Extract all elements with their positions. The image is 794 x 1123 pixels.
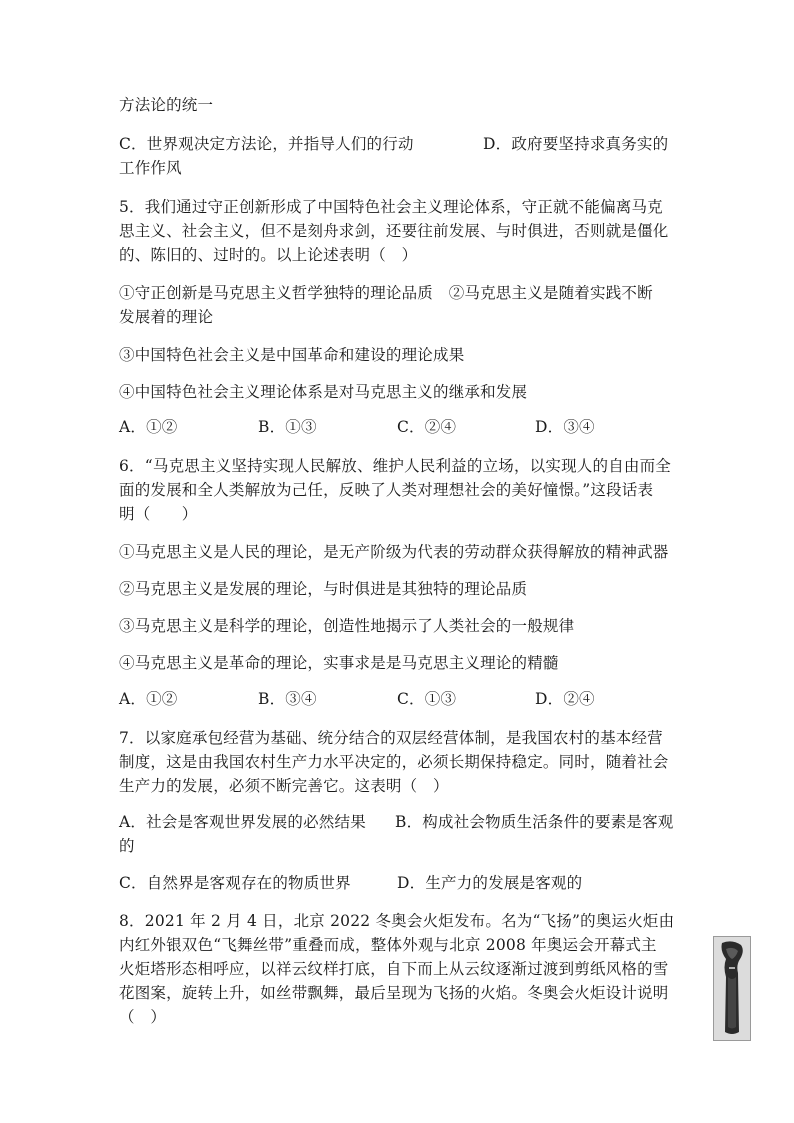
torch-icon xyxy=(714,937,750,1040)
q7-option-d: D．生产力的发展是客观的 xyxy=(397,874,583,892)
text-line: 的 xyxy=(119,837,135,855)
q5-option-c: C．②④ xyxy=(397,418,457,436)
q5-statement: ①守正创新是马克思主义哲学独特的理论品质 ②马克思主义是随着实践不断 xyxy=(119,284,653,302)
q7-option-b: B．构成社会物质生活条件的要素是客观 xyxy=(395,813,674,831)
q5-option-b: B．①③ xyxy=(258,418,317,436)
text-line: 工作作风 xyxy=(119,159,182,177)
q4-option-d: D．政府要坚持求真务实的 xyxy=(483,135,669,153)
question-6-stem: 明（ ） xyxy=(119,505,198,523)
q4-option-c: C．世界观决定方法论，并指导人们的行动 xyxy=(119,135,414,153)
q5-option-d: D．③④ xyxy=(535,418,595,436)
q6-statement: ④马克思主义是革命的理论，实事求是是马克思主义理论的精髓 xyxy=(119,654,559,672)
question-7-stem: 7．以家庭承包经营为基础、统分结合的双层经营体制，是我国农村的基本经营 xyxy=(119,729,663,747)
q7-option-a: A．社会是客观世界发展的必然结果 xyxy=(119,813,366,831)
text-line: 方法论的统一 xyxy=(119,96,214,114)
question-8-stem: 花图案，旋转上升，如丝带飘舞，最后呈现为飞扬的火焰。冬奥会火炬设计说明 xyxy=(119,984,669,1002)
question-5-stem: 思主义、社会主义，但不是刻舟求剑，还要往前发展、与时俱进，否则就是僵化 xyxy=(119,222,669,240)
q5-statement: ④中国特色社会主义理论体系是对马克思主义的继承和发展 xyxy=(119,383,528,401)
q7-option-c: C．自然界是客观存在的物质世界 xyxy=(119,874,351,892)
torch-image xyxy=(713,936,751,1041)
q6-option-d: D．②④ xyxy=(535,690,595,708)
question-6-stem: 面的发展和全人类解放为己任，反映了人类对理想社会的美好憧憬。”这段话表 xyxy=(119,481,654,499)
q5-statement: ③中国特色社会主义是中国革命和建设的理论成果 xyxy=(119,346,465,364)
question-8-stem: 8．2021 年 2 月 4 日，北京 2022 冬奥会火炬发布。名为“飞扬”的奥运火炬由 xyxy=(119,912,675,930)
q6-option-c: C．①③ xyxy=(397,690,457,708)
question-8-stem: （ ） xyxy=(119,1008,167,1026)
q6-statement: ①马克思主义是人民的理论，是无产阶级为代表的劳动群众获得解放的精神武器 xyxy=(119,543,669,561)
q6-option-a: A．①② xyxy=(119,690,178,708)
question-7-stem: 制度，这是由我国农村生产力水平决定的，必须长期保持稳定。同时，随着社会 xyxy=(119,753,669,771)
question-5-stem: 5．我们通过守正创新形成了中国特色社会主义理论体系，守正就不能偏离马克 xyxy=(119,198,663,216)
question-8-stem: 火炬塔形态相呼应，以祥云纹样打底，自下而上从云纹逐渐过渡到剪纸风格的雪 xyxy=(119,960,669,978)
question-8-stem: 内红外银双色“飞舞丝带”重叠而成，整体外观与北京 2008 年奥运会开幕式主 xyxy=(119,936,657,954)
q6-option-b: B．③④ xyxy=(258,690,317,708)
question-7-stem: 生产力的发展，必须不断完善它。这表明（ ） xyxy=(119,777,449,795)
q5-statement: 发展着的理论 xyxy=(119,308,214,326)
q5-option-a: A．①② xyxy=(119,418,178,436)
q6-statement: ②马克思主义是发展的理论，与时俱进是其独特的理论品质 xyxy=(119,580,528,598)
question-5-stem: 的、陈旧的、过时的。以上论述表明（ ） xyxy=(119,246,418,264)
q6-statement: ③马克思主义是科学的理论，创造性地揭示了人类社会的一般规律 xyxy=(119,617,575,635)
question-6-stem: 6．“马克思主义坚持实现人民解放、维护人民利益的立场，以实现人的自由而全 xyxy=(119,457,671,475)
